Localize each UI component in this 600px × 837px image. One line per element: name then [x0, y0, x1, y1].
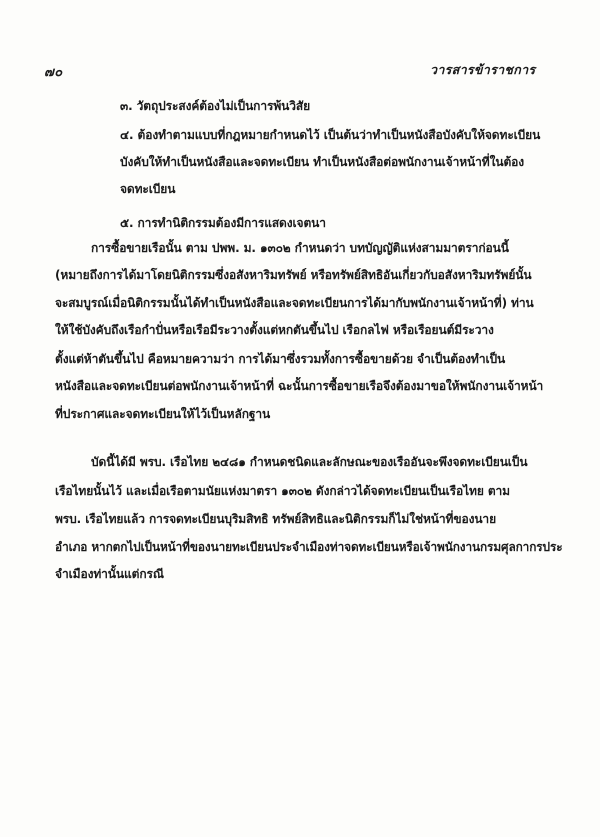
- body-line: หนังสือและจดทะเบียนต่อพนักงานเจ้าหน้าที่ ฉะนั้นการซื้อขายเรือจึงต้องมาขอให้พนักงานเจ้าหน้า: [55, 379, 544, 393]
- body-line: จดทะเบียน: [120, 182, 176, 196]
- body-line: พรบ. เรือไทยแล้ว การจดทะเบียนบุริมสิทธิ ทรัพย์สิทธิและนิติกรรมก็ไม่ใช่หน้าที่ของนาย: [55, 512, 497, 526]
- body-line: ๔. ต้องทำตามแบบที่กฎหมายกำหนดไว้ เป็นต้นว่าทำเป็นหนังสือบังคับให้จดทะเบียน: [120, 128, 541, 142]
- body-line: เรือไทยนั้นไว้ และเมื่อเรือตามนัยแห่งมาตรา ๑๓๐๒ ดังกล่าวได้จดทะเบียนเป็นเรือไทย ตาม: [55, 484, 510, 498]
- journal-title: วารสารข้าราชการ: [430, 62, 536, 77]
- body-line: ๕. การทำนิติกรรมต้องมีการแสดงเจตนา: [120, 216, 326, 230]
- body-line: บัดนี้ได้มี พรบ. เรือไทย ๒๔๘๑ กำหนดชนิดและลักษณะของเรืออันจะพึงจดทะเบียนเป็น: [91, 455, 528, 469]
- body-line: ตั้งแต่ห้าตันขึ้นไป คือหมายความว่า การได้มาซึ่งรวมทั้งการซื้อขายด้วย จำเป็นต้องทำเป็น: [55, 352, 506, 366]
- body-line: ๓. วัตถุประสงค์ต้องไม่เป็นการพ้นวิสัย: [120, 99, 311, 113]
- body-line: จำเมืองท่านั้นแต่กรณี: [55, 567, 164, 581]
- page-number: ๗๐: [44, 65, 63, 80]
- body-line: อำเภอ หากตกไปเป็นหน้าที่ของนายทะเบียนประจำเมืองท่าจดทะเบียนหรือเจ้าพนักงานกรมศุลกากรประ: [55, 540, 563, 554]
- body-line: ที่ประกาศและจดทะเบียนให้ไว้เป็นหลักฐาน: [55, 407, 271, 421]
- body-line: การซื้อขายเรือนั้น ตาม ปพพ. ม. ๑๓๐๒ กำหนดว่า บทบัญญัติแห่งสามมาตราก่อนนี้: [91, 241, 509, 255]
- body-line: ให้ใช้บังคับถึงเรือกำปั่นหรือเรือมีระวางตั้งแต่หกตันขึ้นไป เรือกลไฟ หรือเรือยนต์มีระวาง: [55, 323, 494, 337]
- body-line: บังคับให้ทำเป็นหนังสือและจดทะเบียน ทำเป็นหนังสือต่อพนักงานเจ้าหน้าที่ในต้อง: [120, 155, 525, 169]
- body-line: (หมายถึงการได้มาโดยนิติกรรมซึ่งอสังหาริมทรัพย์ หรือทรัพย์สิทธิอันเกี่ยวกับอสังหาริมทรัพย์นั้น: [55, 268, 532, 282]
- body-line: จะสมบูรณ์เมื่อนิติกรรมนั้นได้ทำเป็นหนังสือและจดทะเบียนการได้มากับพนักงานเจ้าหน้าที่) ท่าน: [55, 296, 534, 310]
